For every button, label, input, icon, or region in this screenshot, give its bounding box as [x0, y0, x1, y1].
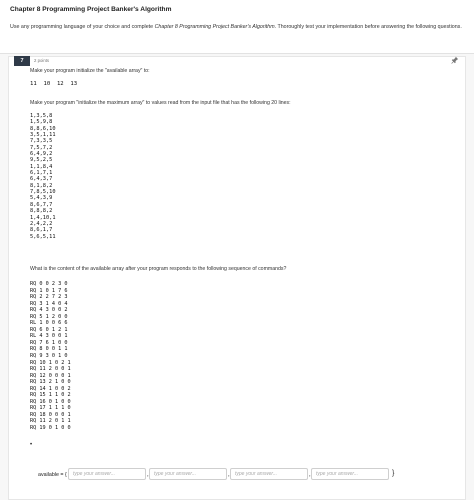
command-line: RQ 17 1 1 1 0: [30, 405, 71, 412]
max-array-line: 8,6,7,7: [30, 201, 53, 208]
command-line: RQ 6 0 1 2 1: [30, 326, 68, 333]
max-array-line: 6,4,3,7: [30, 176, 53, 183]
available-init-values: 11 10 12 13: [30, 81, 78, 87]
command-line: RL 4 3 0 0 1: [30, 333, 68, 340]
max-array-line: 7,5,7,2: [30, 144, 53, 151]
prompt-available-init: Make your program initialize the "available array" to:: [30, 68, 150, 74]
answer-comma-3: ,: [309, 472, 311, 478]
command-line: RQ 8 0 0 1 1: [30, 346, 68, 353]
question-card: [8, 56, 466, 500]
max-array-line: 1,4,10,1: [30, 214, 56, 221]
command-line: RQ 11 2 0 0 1: [30, 366, 71, 373]
command-line: RQ 13 2 1 0 0: [30, 379, 71, 386]
command-line: RQ 16 0 1 0 0: [30, 398, 71, 405]
prompt-commands: What is the content of the available array after your program responds to the following sequence of commands?: [30, 266, 287, 272]
instructions-post: . Thoroughly test your implementation before answering the following questions.: [274, 24, 462, 30]
max-array-lines: [30, 113, 56, 240]
prompt-max-array: Make your program "initialize the maximum array" to values read from the input file that has the following 20 lines:: [30, 100, 291, 106]
command-line: RQ 18 0 0 0 1: [30, 411, 71, 418]
max-array-line: 1,3,5,8: [30, 113, 53, 119]
command-line: RQ 0 0 2 3 0: [30, 281, 68, 287]
answer-close-brace: }: [392, 470, 395, 477]
command-line: RQ 19 0 1 0 0: [30, 425, 71, 432]
answer-comma-1: ,: [147, 472, 149, 478]
max-array-line: 7,3,3,5: [30, 138, 53, 145]
question-number-badge: 7: [14, 56, 30, 66]
instructions-text: [10, 24, 462, 31]
command-line: RQ 7 6 1 0 0: [30, 339, 68, 346]
bullet-marker: •: [30, 442, 33, 448]
max-array-line: 6,4,9,2: [30, 151, 53, 158]
command-line: RQ 10 1 0 2 1: [30, 359, 71, 366]
command-line: RQ 5 1 2 0 0: [30, 313, 68, 320]
max-array-line: 1,5,9,8: [30, 119, 53, 126]
page-title: Chapter 8 Programming Project Banker's Algorithm: [10, 6, 172, 13]
max-array-line: 8,8,6,10: [30, 125, 56, 132]
command-line: RQ 15 1 1 0 2: [30, 392, 71, 399]
instructions-emphasis: Chapter 8 Programming Project Banker's Algorithm: [154, 24, 275, 30]
command-line: RQ 9 3 0 1 0: [30, 353, 68, 360]
max-array-line: 8,8,8,2: [30, 208, 53, 215]
answer-input-4[interactable]: [311, 468, 389, 480]
max-array-line: 3,5,1,11: [30, 132, 56, 139]
answer-input-3[interactable]: [230, 468, 308, 480]
max-array-line: 9,5,2,5: [30, 157, 53, 164]
command-line: RQ 3 1 4 0 4: [30, 300, 68, 307]
assignment-header: [0, 0, 474, 54]
command-line: RQ 1 0 1 7 6: [30, 287, 68, 294]
command-line: RQ 11 2 0 1 1: [30, 418, 71, 425]
answer-input-1[interactable]: [68, 468, 146, 480]
command-line: RQ 4 3 0 0 2: [30, 307, 68, 314]
question-points: 2 points: [34, 58, 50, 63]
question-area: [0, 54, 474, 500]
max-array-line: 5,4,3,9: [30, 195, 53, 202]
max-array-line: 6,1,7,1: [30, 170, 53, 177]
instructions-pre: Use any programming language of your choice and complete: [10, 24, 155, 30]
answer-comma-2: ,: [228, 472, 230, 478]
max-array-line: 1,1,8,4: [30, 163, 53, 170]
max-array-line: 7,8,5,10: [30, 189, 56, 196]
command-line: RQ 2 2 7 2 3: [30, 294, 68, 301]
max-array-line: 8,6,1,7: [30, 227, 53, 234]
command-sequence: [30, 281, 71, 432]
command-line: RQ 12 0 0 0 1: [30, 372, 71, 379]
command-line: RQ 14 1 0 0 2: [30, 385, 71, 392]
max-array-line: 5,6,5,11: [30, 233, 56, 240]
max-array-line: 8,1,8,2: [30, 182, 53, 189]
answer-input-2[interactable]: [149, 468, 227, 480]
command-line: RL 1 0 0 6 6: [30, 320, 68, 327]
answer-label: available = {: [38, 472, 67, 478]
max-array-line: 2,4,2,2: [30, 220, 53, 227]
pin-icon[interactable]: [451, 56, 459, 64]
